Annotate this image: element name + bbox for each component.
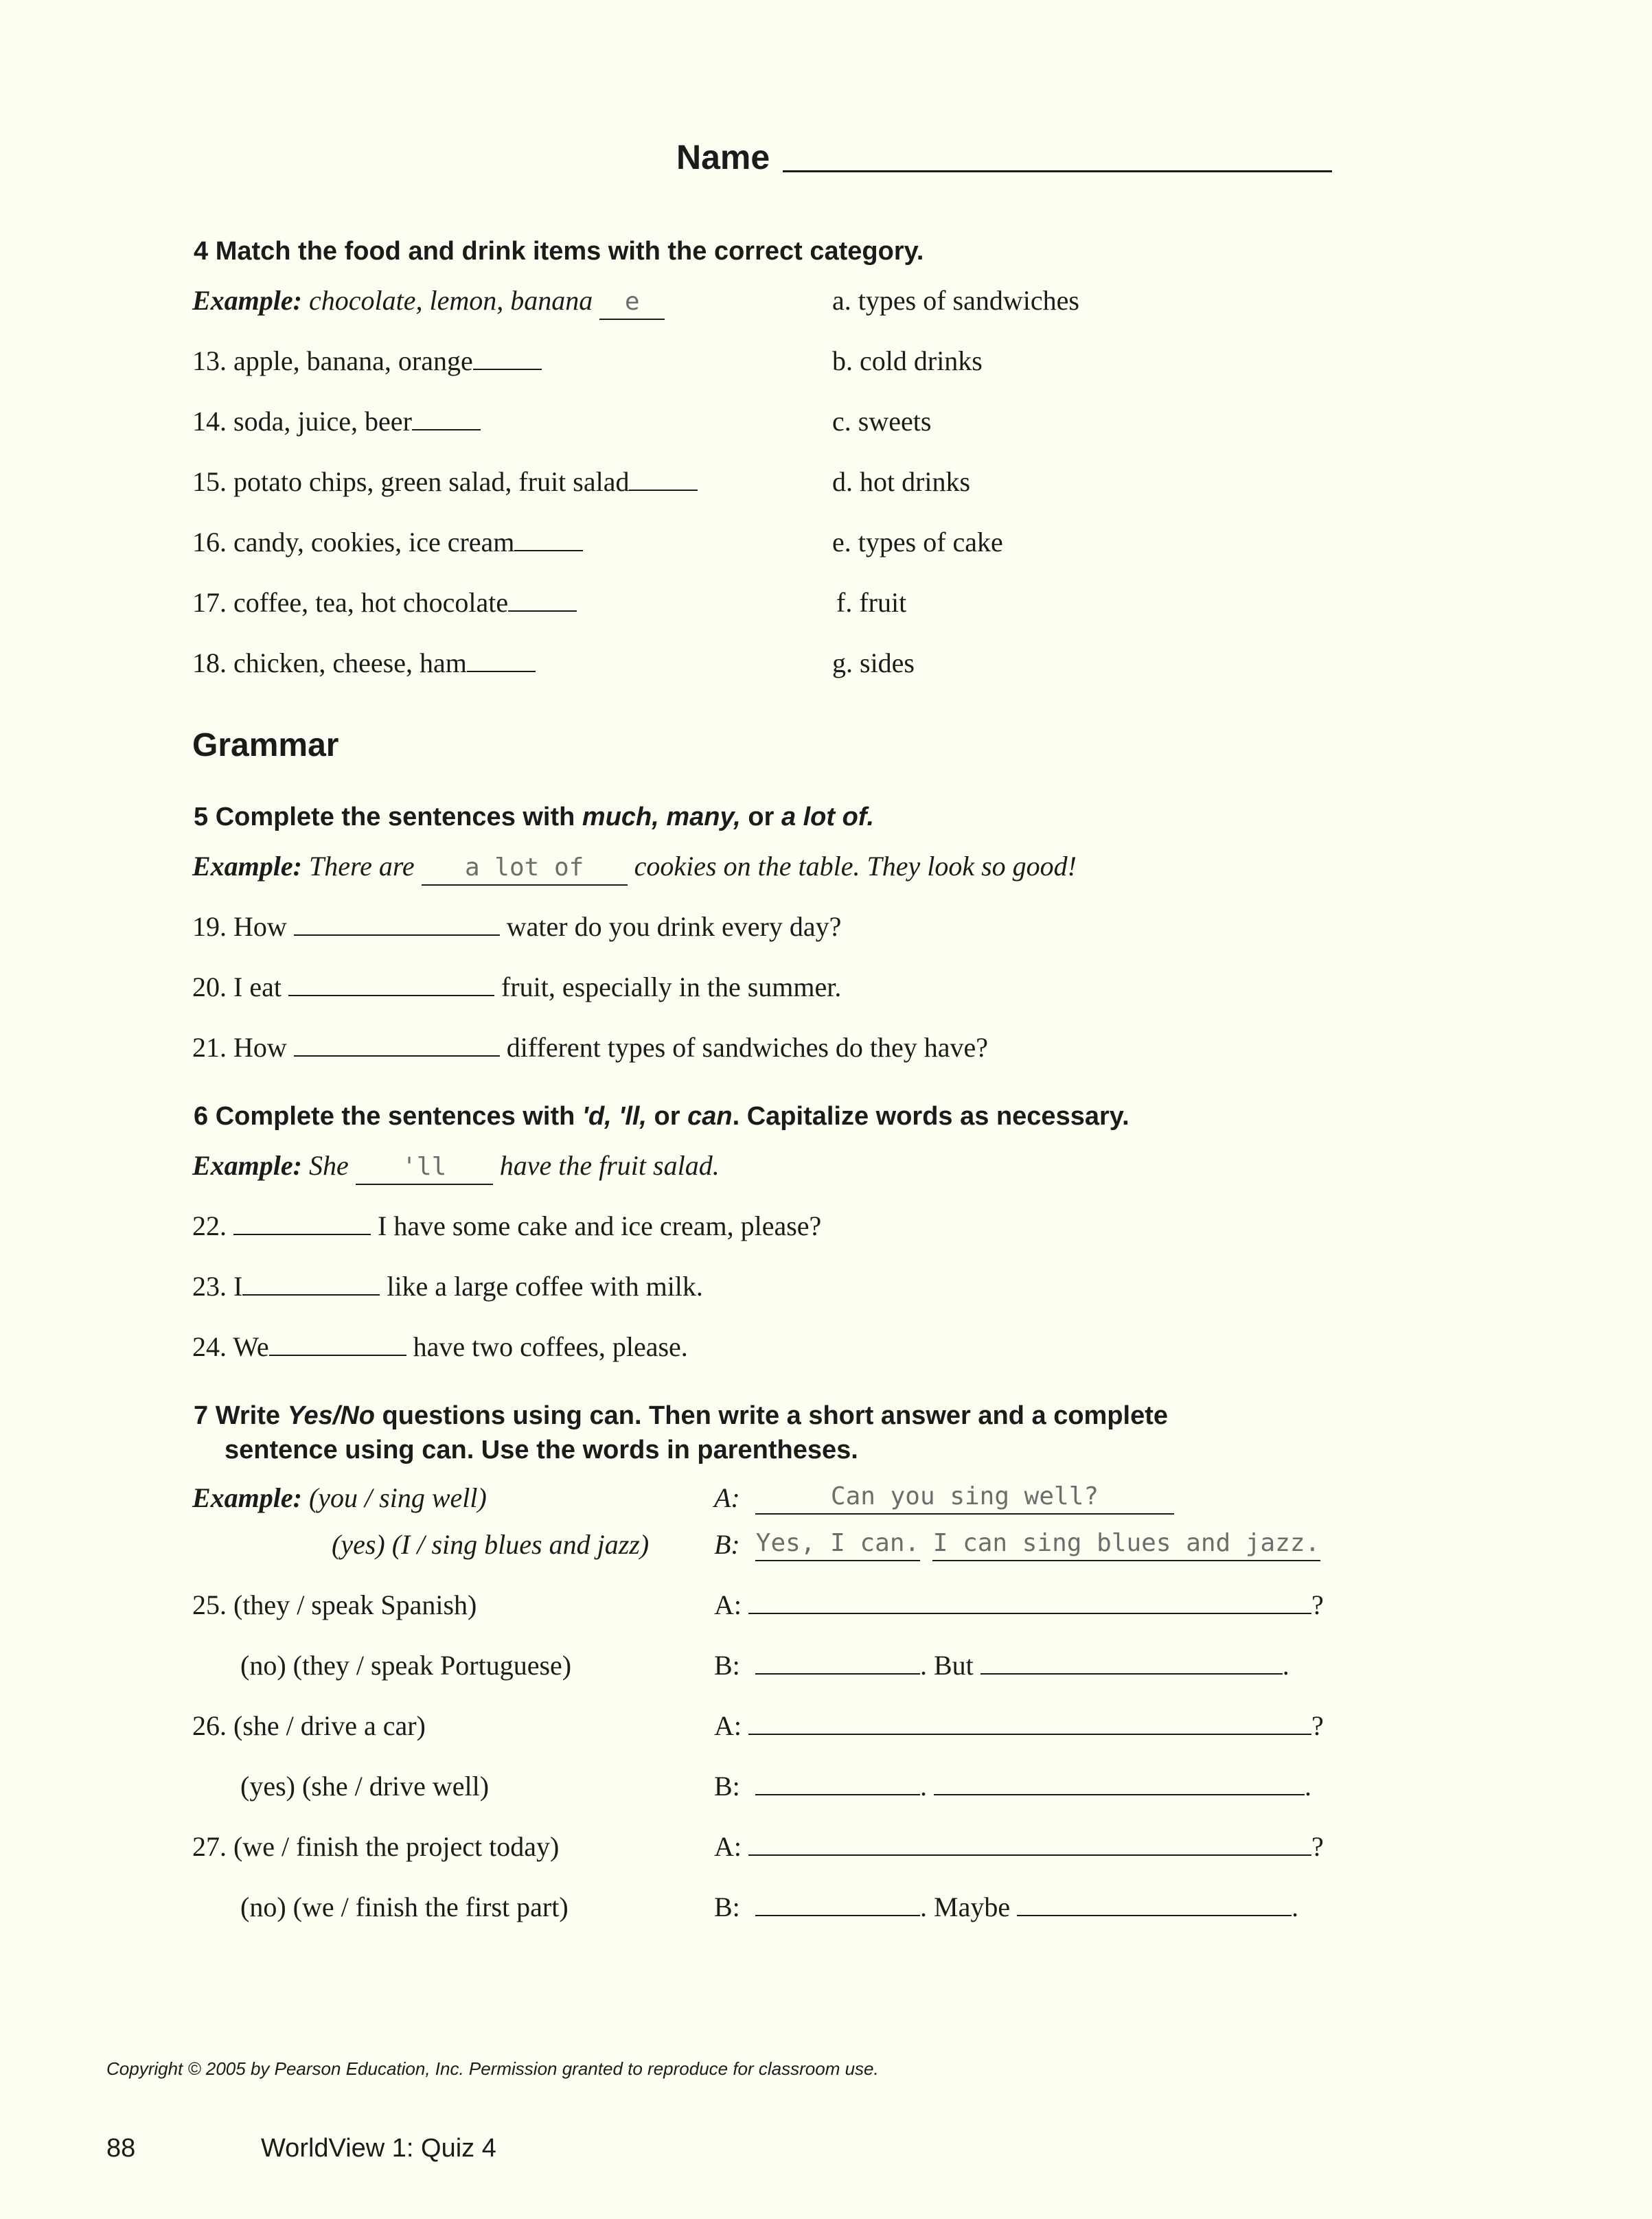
- list-item: (yes) (she / drive well): [240, 1771, 490, 1802]
- category-item: g. sides: [832, 647, 915, 678]
- list-item: 15. potato chips, green salad, fruit salad: [192, 465, 698, 498]
- section7-example-a: (yes) (I / sing blues and jazz): [332, 1529, 650, 1560]
- label-b: B:: [714, 1529, 740, 1560]
- section5-example: Example: There are a lot of cookies on the table. They look so good!: [192, 850, 1077, 886]
- list-item: 22. I have some cake and ice cream, please?: [192, 1210, 822, 1241]
- answer-blank-16[interactable]: [514, 527, 583, 551]
- category-item: d. hot drinks: [832, 466, 971, 497]
- book-title: WorldView 1: Quiz 4: [261, 2134, 496, 2163]
- list-item: 26. (she / drive a car): [192, 1710, 426, 1741]
- section7-heading-line1: 7 Write Yes/No questions using can. Then write a short answer and a complete: [194, 1401, 1169, 1430]
- list-item: 23. I like a large coffee with milk.: [192, 1271, 703, 1302]
- question-blank-26[interactable]: [748, 1710, 1311, 1735]
- label-a: A:: [714, 1482, 740, 1513]
- example-text: chocolate, lemon, banana: [308, 285, 593, 316]
- short-answer-blank-27[interactable]: [755, 1892, 920, 1916]
- list-item: 25. (they / speak Spanish): [192, 1589, 477, 1620]
- page-number: 88: [106, 2134, 136, 2163]
- section4-example: [192, 284, 665, 320]
- full-answer-blank-27[interactable]: [1017, 1892, 1292, 1916]
- category-item: c. sweets: [832, 406, 932, 437]
- answer-blank-21[interactable]: [294, 1032, 500, 1057]
- category-item: f. fruit: [836, 587, 907, 618]
- answer-blank-18[interactable]: [467, 647, 536, 672]
- example-label: Example:: [192, 285, 302, 316]
- full-answer-blank-26[interactable]: [934, 1771, 1305, 1795]
- answer-blank-23[interactable]: [242, 1271, 380, 1296]
- label-a: A:: [714, 1710, 742, 1741]
- category-item: a. types of sandwiches: [832, 285, 1079, 316]
- section6-example: Example: She 'll have the fruit salad.: [192, 1149, 720, 1185]
- short-answer-blank-26[interactable]: [755, 1771, 920, 1795]
- list-item: 14. soda, juice, beer: [192, 405, 481, 438]
- copyright-notice: Copyright © 2005 by Pearson Education, Inc. Permission granted to reproduce for classroom use.: [106, 2058, 879, 2079]
- category-item: b. cold drinks: [832, 345, 983, 376]
- section6-heading: 6 Complete the sentences with 'd, 'll, or can. Capitalize words as necessary.: [194, 1102, 1129, 1131]
- example-a-full: I can sing blues and jazz.: [932, 1529, 1320, 1557]
- answer-blank-14[interactable]: [412, 406, 481, 430]
- grammar-title: Grammar: [192, 727, 339, 763]
- example-a-short: Yes, I can.: [755, 1529, 920, 1557]
- list-item: 24. We have two coffees, please.: [192, 1331, 688, 1362]
- name-field[interactable]: [783, 170, 1332, 172]
- example-answer: e: [624, 288, 640, 316]
- list-item: (no) (we / finish the first part): [240, 1892, 569, 1922]
- answer-blank-20[interactable]: [288, 971, 494, 996]
- category-item: e. types of cake: [832, 527, 1003, 557]
- answer-blank-19[interactable]: [294, 911, 500, 936]
- list-item: 17. coffee, tea, hot chocolate: [192, 586, 577, 619]
- list-item: (no) (they / speak Portuguese): [240, 1650, 572, 1681]
- answer-blank-13[interactable]: [473, 345, 542, 370]
- section7-example-q: Example: (you / sing well): [192, 1482, 487, 1513]
- question-blank-27[interactable]: [748, 1831, 1311, 1856]
- list-item: 20. I eat fruit, especially in the summer.: [192, 971, 842, 1002]
- label-b: B:: [714, 1771, 740, 1802]
- label-b: B:: [714, 1892, 740, 1922]
- list-item: 19. How water do you drink every day?: [192, 911, 842, 942]
- list-item: 13. apple, banana, orange: [192, 345, 542, 378]
- list-item: 27. (we / finish the project today): [192, 1831, 560, 1862]
- label-a: A:: [714, 1589, 742, 1620]
- example-q-answer: Can you sing well?: [830, 1482, 1099, 1510]
- section4-heading: 4 Match the food and drink items with the correct category.: [194, 237, 924, 266]
- example-answer: 'll: [402, 1153, 447, 1181]
- answer-blank-17[interactable]: [508, 587, 577, 612]
- section5-heading: 5 Complete the sentences with much, many, or a lot of.: [194, 803, 875, 831]
- list-item: 21. How different types of sandwiches do they have?: [192, 1032, 989, 1063]
- question-blank-25[interactable]: [748, 1589, 1311, 1614]
- section7-heading-line2: sentence using can. Use the words in parentheses.: [225, 1436, 858, 1464]
- list-item: 18. chicken, cheese, ham: [192, 647, 536, 680]
- answer-blank-22[interactable]: [233, 1210, 371, 1235]
- label-b: B:: [714, 1650, 740, 1681]
- name-label: Name: [676, 138, 770, 176]
- short-answer-blank-25[interactable]: [755, 1650, 920, 1675]
- example-answer: a lot of: [464, 853, 584, 882]
- full-answer-blank-25[interactable]: [980, 1650, 1283, 1675]
- answer-blank-24[interactable]: [269, 1331, 406, 1356]
- answer-blank-15[interactable]: [629, 466, 698, 491]
- label-a: A:: [714, 1831, 742, 1862]
- list-item: 16. candy, cookies, ice cream: [192, 526, 583, 559]
